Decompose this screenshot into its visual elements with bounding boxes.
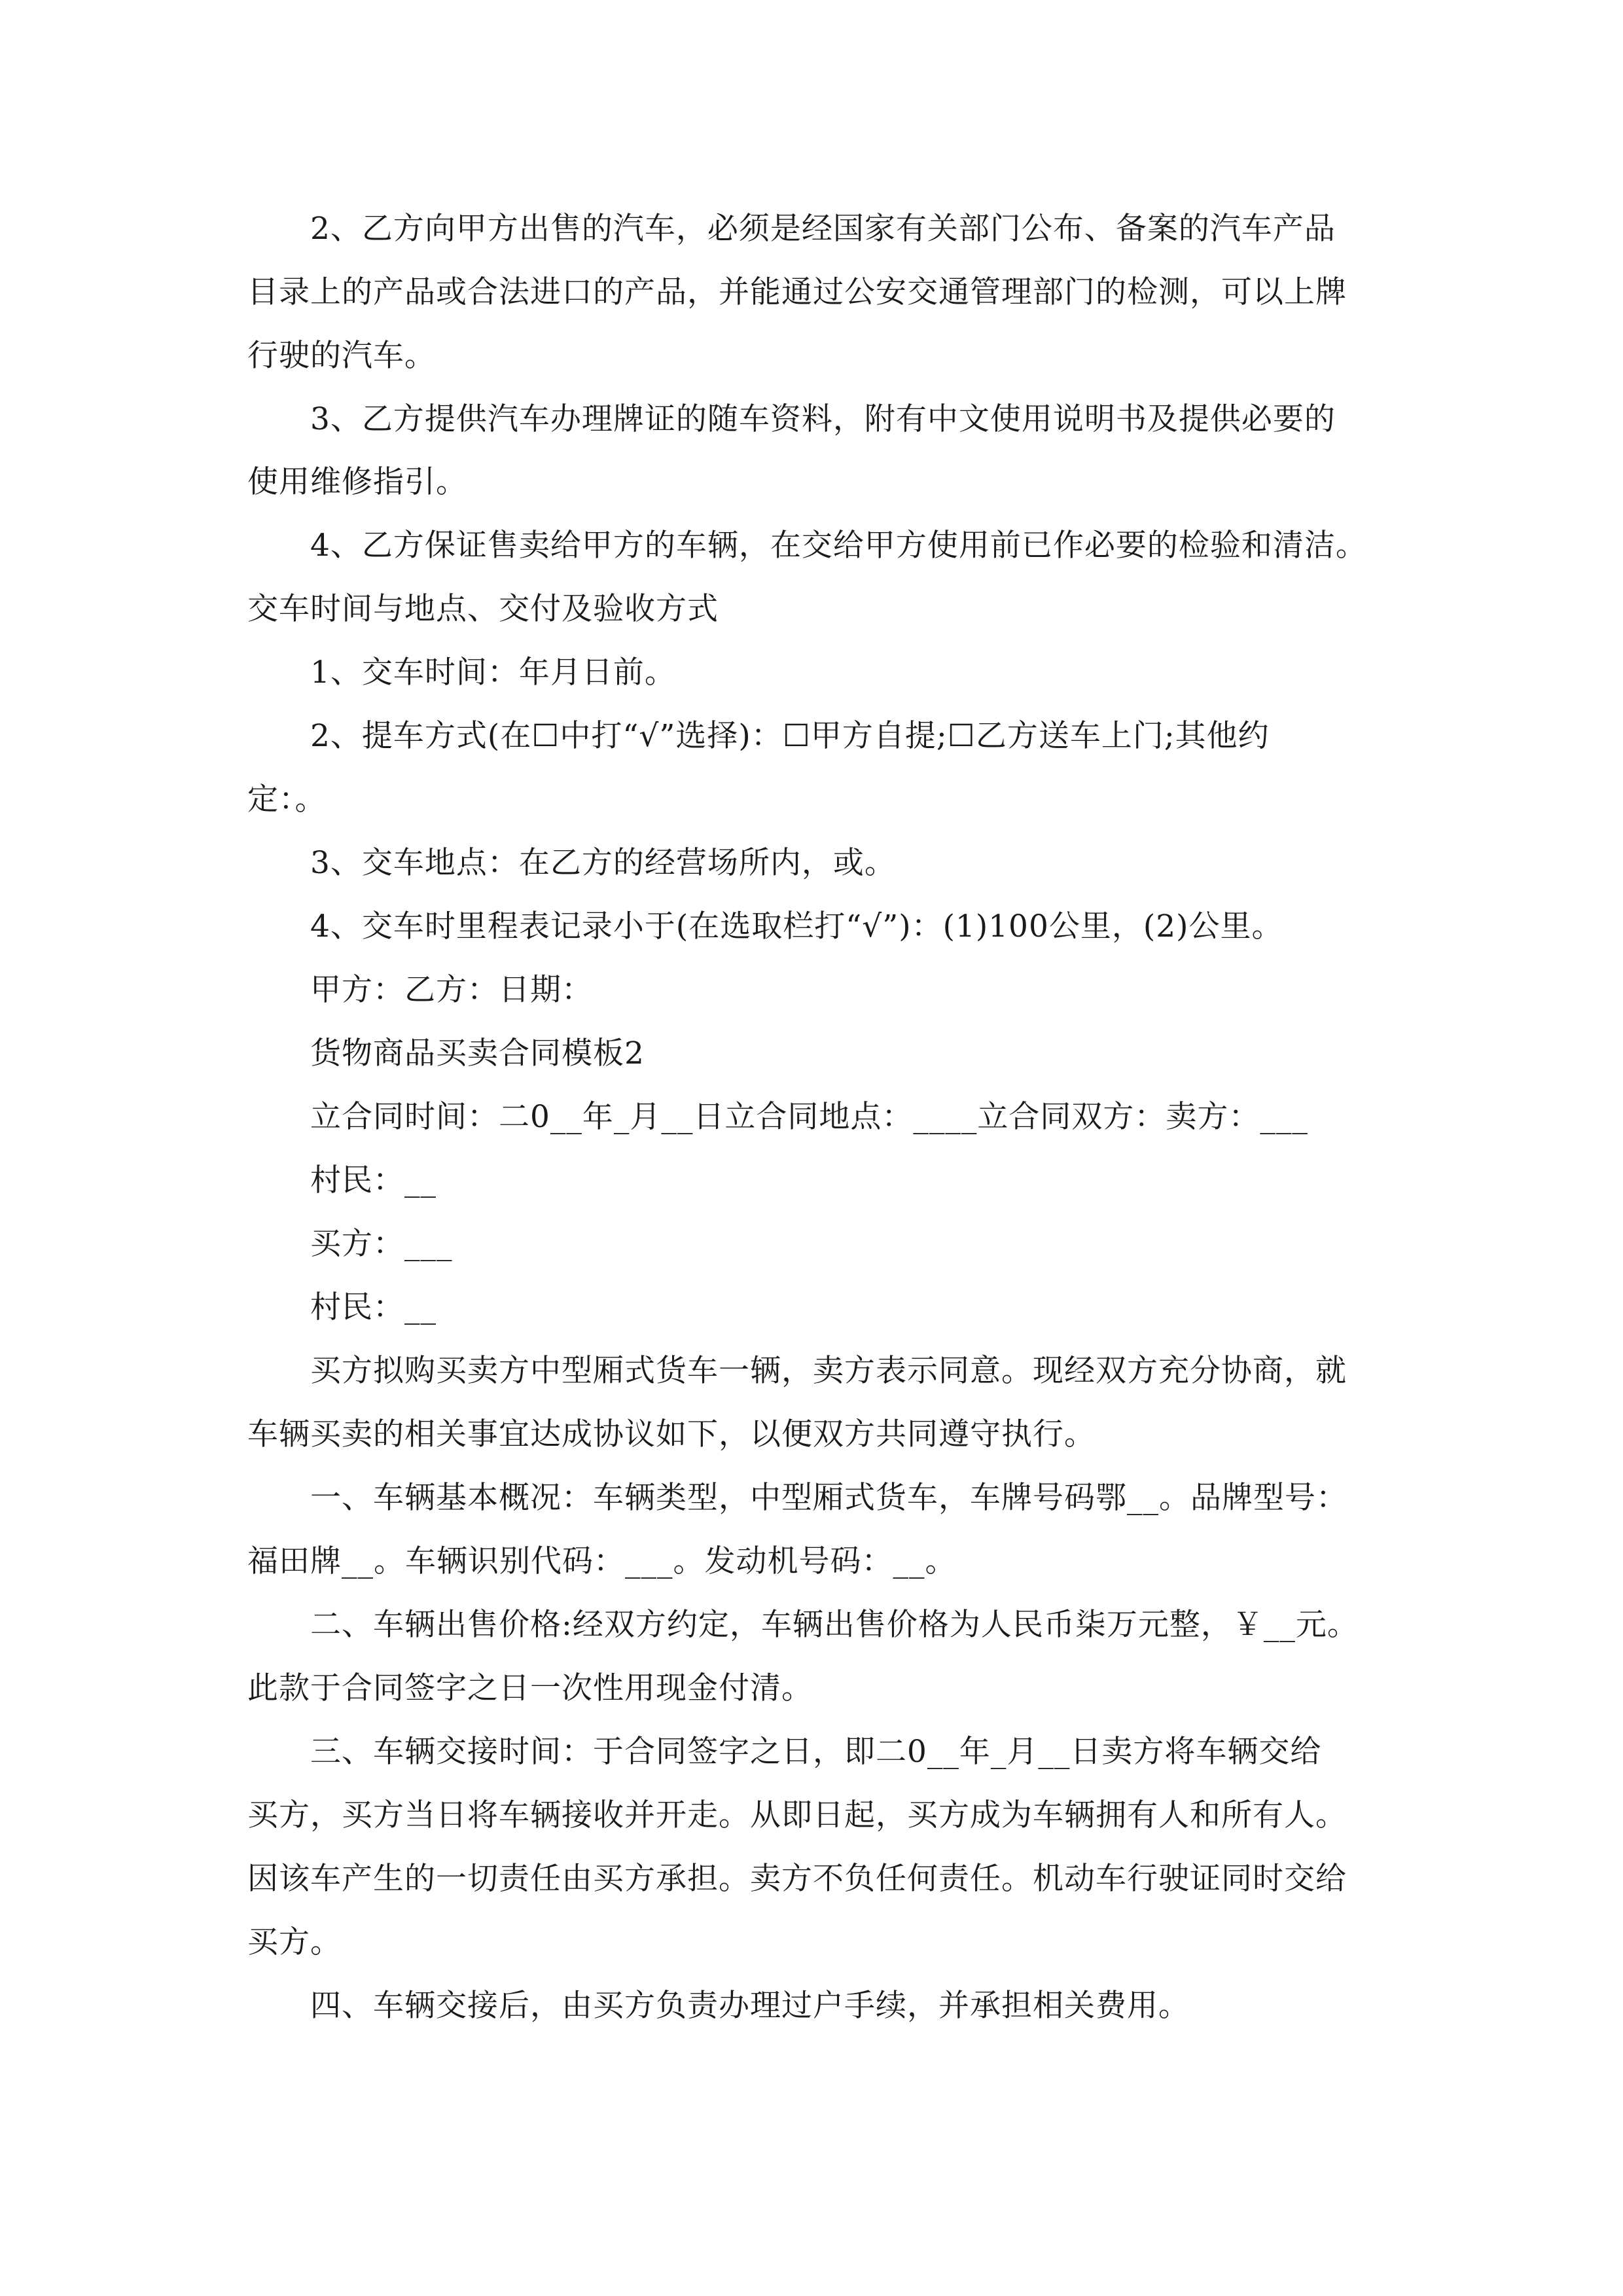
text-line: 3、交车地点：在乙方的经营场所内，或。: [310, 845, 896, 881]
signature-line: 甲方：乙方：日期：: [310, 972, 593, 1008]
text-line: 目录上的产品或合法进口的产品，并能通过公安交通管理部门的检测，可以上牌: [247, 274, 1347, 310]
text-line: 4、交车时里程表记录小于(在选取栏打“√”)：(1)100公里，(2)公里。: [310, 908, 1283, 944]
text-line: 使用维修指引。: [247, 464, 467, 500]
text-line: 4、乙方保证售卖给甲方的车辆，在交给甲方使用前已作必要的检验和清洁。: [310, 528, 1367, 564]
text-line: 三、车辆交接时间：于合同签字之日，即二0__年_月__日卖方将车辆交给: [310, 1734, 1322, 1770]
text-line: 一、车辆基本概况：车辆类型，中型厢式货车，车牌号码鄂__。品牌型号：: [310, 1480, 1347, 1516]
text-line: 立合同时间：二0__年_月__日立合同地点：____立合同双方：卖方：___: [310, 1099, 1308, 1135]
text-line: 此款于合同签字之日一次性用现金付清。: [247, 1670, 813, 1706]
text-line: 车辆买卖的相关事宜达成协议如下，以便双方共同遵守执行。: [247, 1416, 1096, 1452]
text-line: 行驶的汽车。: [247, 338, 436, 374]
text-line: 买方：___: [310, 1226, 453, 1262]
text-line: 买方拟购买卖方中型厢式货车一辆，卖方表示同意。现经双方充分协商，就: [310, 1353, 1347, 1389]
text-line: 福田牌__。车辆识别代码：___。发动机号码：__。: [247, 1543, 957, 1579]
contract-title: 货物商品买卖合同模板2: [310, 1035, 645, 1071]
section-heading: 交车时间与地点、交付及验收方式: [247, 591, 719, 627]
text-line: 1、交车时间：年月日前。: [310, 655, 676, 691]
text-line: 四、车辆交接后，由买方负责办理过户手续，并承担相关费用。: [310, 1988, 1190, 2024]
text-line: 村民：__: [310, 1289, 437, 1325]
text-line: 定：。: [247, 781, 327, 817]
text-line: 3、乙方提供汽车办理牌证的随车资料，附有中文使用说明书及提供必要的: [310, 401, 1336, 437]
text-line: 2、提车方式(在☐中打“√”选择)：☐甲方自提;☐乙方送车上门;其他约: [310, 718, 1270, 754]
text-line: 买方。: [247, 1924, 342, 1960]
text-line: 二、车辆出售价格:经双方约定，车辆出售价格为人民币柒万元整，￥__元。: [310, 1607, 1359, 1643]
text-line: 村民：__: [310, 1162, 437, 1198]
text-line: 买方，买方当日将车辆接收并开走。从即日起，买方成为车辆拥有人和所有人。: [247, 1797, 1347, 1833]
text-line: 因该车产生的一切责任由买方承担。卖方不负任何责任。机动车行驶证同时交给: [247, 1861, 1347, 1897]
text-line: 2、乙方向甲方出售的汽车，必须是经国家有关部门公布、备案的汽车产品: [310, 211, 1336, 247]
